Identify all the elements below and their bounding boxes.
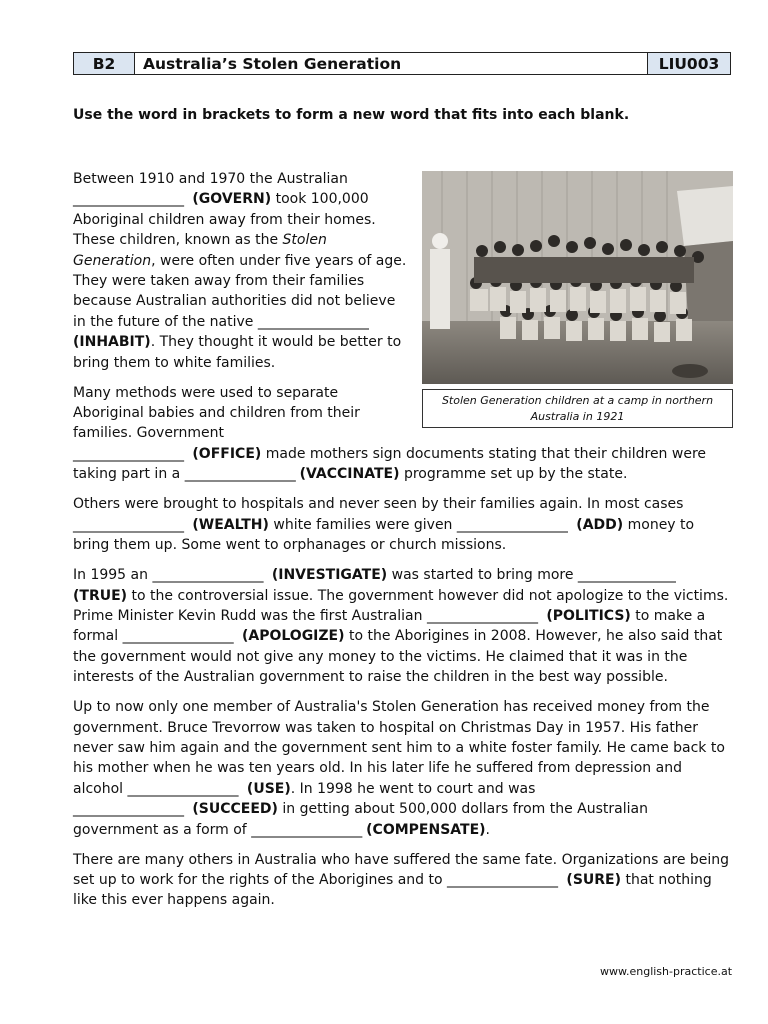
gap-blank: _________________	[251, 821, 362, 838]
exercise-text	[73, 169, 733, 920]
word-prompt: (COMPENSATE)	[366, 821, 486, 838]
paragraph-6	[73, 850, 733, 911]
footer-website: www.english-practice.at	[600, 965, 733, 978]
word-prompt: (INVESTIGATE)	[271, 567, 388, 584]
text-segment: took 100,000 Aboriginal children away from their homes. These children, known as the	[73, 191, 376, 249]
instruction-text: Use the word in brackets to form a new word that fits into each blank.	[73, 107, 630, 123]
text-segment: that nothing like this ever happens again.	[73, 871, 712, 909]
word-prompt: (ADD)	[576, 516, 624, 533]
text-segment: Many methods were used to separate Aboriginal babies and children from their families. Government	[73, 384, 360, 442]
photo-figure	[422, 171, 733, 428]
word-prompt: (TRUE)	[73, 587, 128, 604]
text-segment: to make a formal	[73, 607, 706, 645]
worksheet-code: LIU003	[647, 53, 730, 74]
text-segment: , were often under five years of age. They were taken away from their families because Australian authorities did not believe in the future of the native	[73, 252, 407, 330]
gap-blank: _________________	[184, 466, 296, 483]
gap-blank: _________________	[73, 516, 184, 533]
text-segment: Others were brought to hospitals and never seen by their families again. In most cases	[73, 496, 684, 513]
text-segment: In 1995 an	[73, 567, 153, 584]
paragraph-3	[73, 494, 733, 555]
word-prompt: (SUCCEED)	[192, 801, 278, 818]
text-segment: . In 1998 he went to court and was	[290, 780, 536, 797]
text-segment: .	[485, 821, 490, 838]
word-prompt: (APOLOGIZE)	[241, 628, 345, 645]
text-segment: . They thought it would be better to bring them to white families.	[73, 334, 402, 371]
gap-blank: _________________	[257, 313, 369, 330]
word-prompt: (WEALTH)	[192, 516, 269, 533]
gap-blank: _________________	[426, 607, 538, 624]
text-segment: programme set up by the state.	[399, 466, 628, 483]
gap-blank: _________________	[73, 191, 184, 208]
emphasis-text: Stolen Generation	[73, 232, 327, 269]
gap-blank: _________________	[73, 801, 184, 818]
gap-blank: _________________	[152, 567, 263, 584]
gap-blank: _______________	[577, 567, 676, 584]
level-label: B2	[74, 53, 135, 74]
text-segment: to the controversial issue. The government however did not apologize to the victims. Prime Minister Kevin Rudd was the first Australian	[73, 587, 729, 624]
gap-blank: _________________	[456, 516, 568, 533]
text-segment: was started to bring more	[387, 567, 578, 584]
worksheet-title: Australia’s Stolen Generation	[143, 54, 402, 73]
word-prompt: (USE)	[246, 780, 291, 797]
gap-blank: _________________	[447, 871, 558, 888]
word-prompt: (GOVERN)	[192, 191, 272, 208]
worksheet-header	[73, 52, 731, 75]
gap-blank: _________________	[127, 780, 239, 797]
text-segment: to the Aborigines in 2008. However, he also said that the government would not give any money to the victims. He claimed that it was in the interests of the Australian government to raise the children in the best way possible.	[73, 628, 723, 686]
word-prompt: (POLITICS)	[546, 607, 631, 624]
word-prompt: (VACCINATE)	[299, 466, 400, 483]
text-segment: There are many others in Australia who have suffered the same fate. Organizations are being set up to work for the rights of the Aborigines and to	[73, 851, 730, 888]
word-prompt: (OFFICE)	[192, 445, 262, 462]
paragraph-4	[73, 565, 733, 687]
gap-blank: _________________	[122, 628, 234, 645]
text-segment: Between 1910 and 1970 the Australian	[73, 171, 348, 187]
paragraph-5	[73, 697, 733, 840]
text-segment: Up to now only one member of Australia's Stolen Generation has received money from the government. Bruce Trevorrow was taken to hospital on Christmas Day in 1957. His father never saw him again and the government sent him to a white foster family. He came back to his mother when he was ten years old. In his later life he suffered from depression and alcohol	[73, 699, 725, 797]
word-prompt: (INHABIT)	[73, 334, 151, 351]
word-prompt: (SURE)	[566, 871, 622, 888]
historical-photo	[422, 171, 733, 384]
text-segment: money to bring them up. Some went to orphanages or church missions.	[73, 516, 695, 554]
photo-caption: Stolen Generation children at a camp in northern Australia in 1921	[422, 389, 733, 428]
gap-blank: _________________	[73, 445, 184, 462]
text-segment: white families were given	[268, 516, 457, 533]
text-segment: made mothers sign documents stating that their children were taking part in a	[73, 445, 706, 483]
text-segment: in getting about 500,000 dollars from the Australian government as a form of	[73, 801, 648, 838]
